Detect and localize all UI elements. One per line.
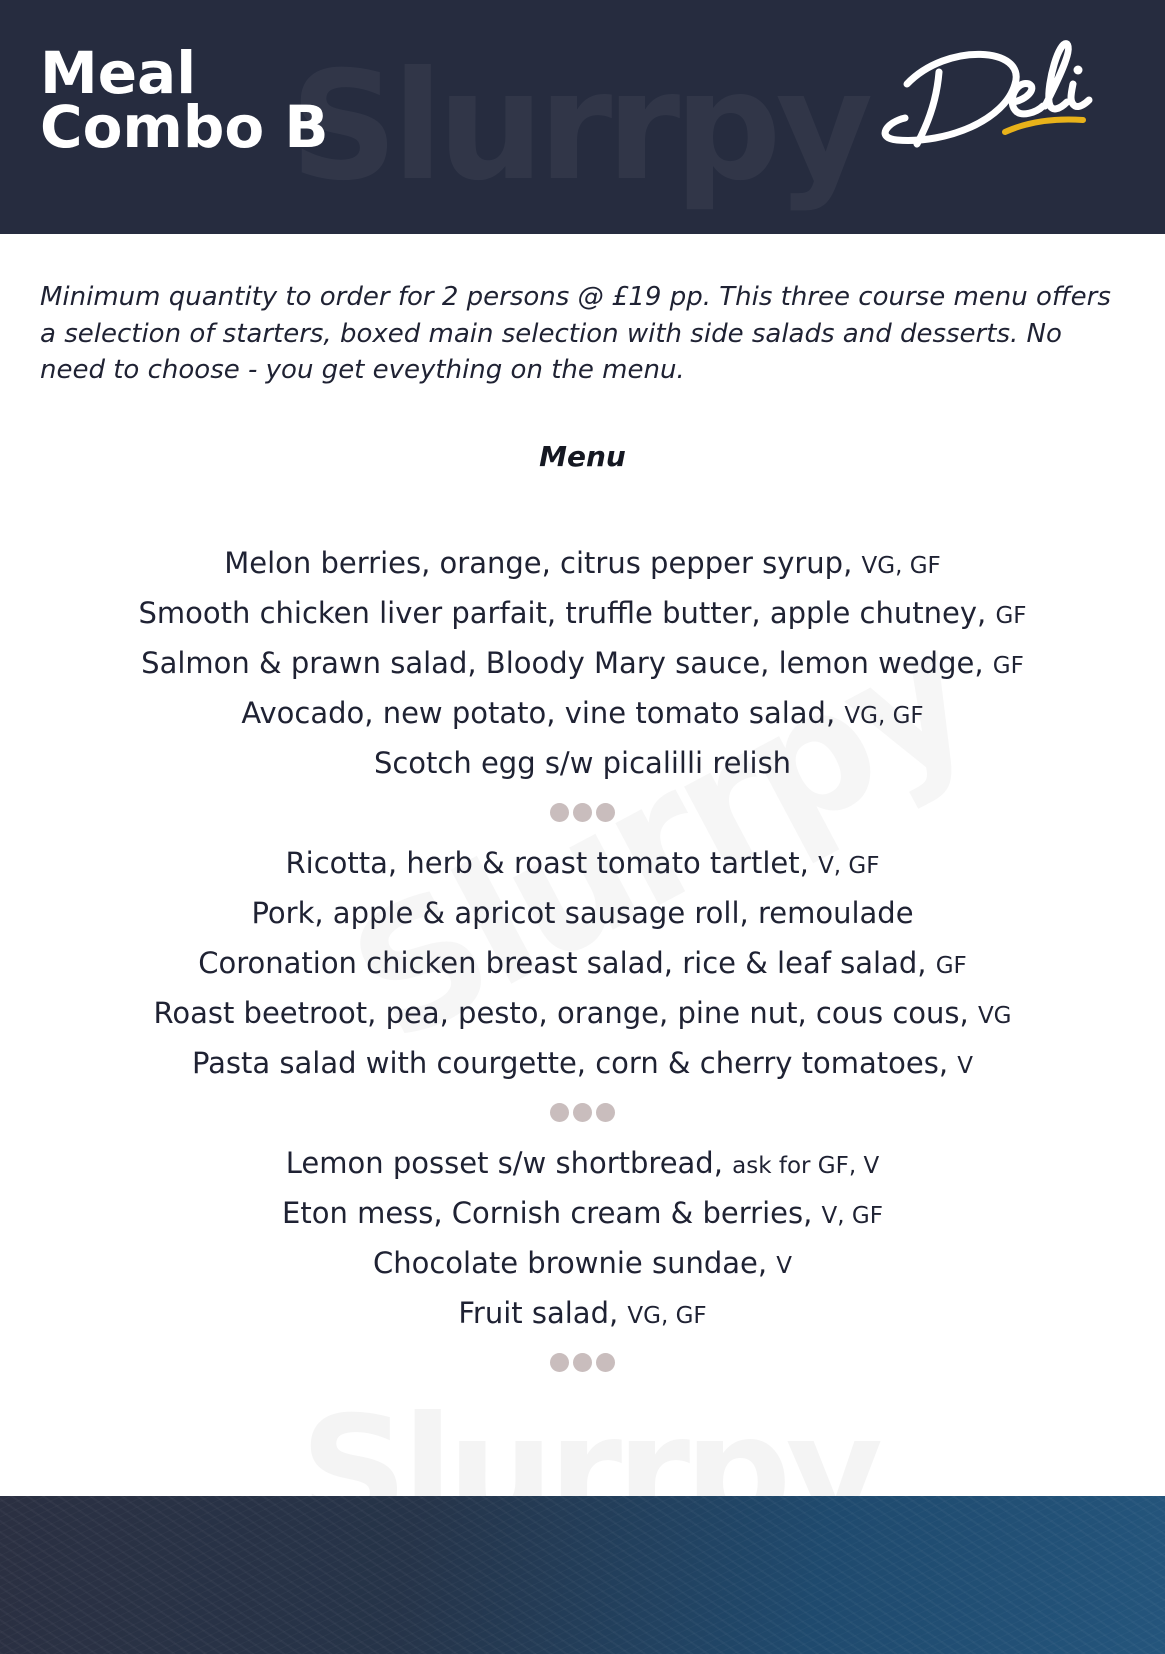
menu-item-name: Melon berries, orange, citrus pepper syrup, [224, 546, 853, 580]
dietary-tags: VG [977, 1003, 1012, 1029]
menu-item [0, 988, 1165, 1038]
dietary-tags: V, GF [821, 1203, 883, 1229]
menu-item-name: Lemon posset s/w shortbread, [285, 1146, 723, 1180]
header-banner [0, 0, 1165, 234]
course-desserts [0, 1138, 1165, 1338]
menu-item [0, 838, 1165, 888]
page-title [40, 39, 329, 161]
dietary-tags: GF [935, 953, 967, 979]
menu-item [0, 888, 1165, 938]
dietary-tags: V [776, 1253, 793, 1279]
menu-item [0, 588, 1165, 638]
course-mains [0, 838, 1165, 1088]
divider-dot [573, 1103, 592, 1122]
divider-dot [596, 1353, 615, 1372]
menu-item [0, 1138, 1165, 1188]
menu-item-name: Coronation chicken breast salad, rice & leaf salad, [198, 946, 927, 980]
menu-item-name: Smooth chicken liver parfait, truffle butter, apple chutney, [138, 596, 987, 630]
menu-item [0, 638, 1165, 688]
divider-dot [596, 803, 615, 822]
menu-item [0, 738, 1165, 788]
course-divider [0, 1353, 1165, 1373]
menu-item-name: Salmon & prawn salad, Bloody Mary sauce, lemon wedge, [141, 646, 984, 680]
title-line-1: Meal [40, 39, 197, 107]
menu-item-name: Pasta salad with courgette, corn & cherry tomatoes, [191, 1046, 949, 1080]
menu-item [0, 688, 1165, 738]
logo-text: Deli [877, 22, 879, 23]
menu-item-name: Pork, apple & apricot sausage roll, remoulade [251, 896, 914, 930]
divider-dot [550, 1353, 569, 1372]
dietary-tags: GF [992, 653, 1024, 679]
menu-item [0, 938, 1165, 988]
dietary-tags: V [957, 1053, 974, 1079]
menu-item [0, 1038, 1165, 1088]
dietary-tags: V, GF [818, 853, 880, 879]
menu-item-name: Roast beetroot, pea, pesto, orange, pine nut, cous cous, [153, 996, 969, 1030]
course-divider [0, 803, 1165, 823]
dietary-tags: ask for GF, V [732, 1153, 880, 1179]
menu-heading: Menu [539, 440, 626, 473]
menu-item [0, 1288, 1165, 1338]
footer-banner [0, 1496, 1165, 1654]
menu-item [0, 1238, 1165, 1288]
dietary-tags: GF [995, 603, 1027, 629]
course-starters [0, 538, 1165, 788]
deli-logo [877, 22, 1107, 162]
divider-dot [550, 1103, 569, 1122]
dietary-tags: VG, GF [844, 703, 924, 729]
menu-item-name: Ricotta, herb & roast tomato tartlet, [285, 846, 809, 880]
divider-dot [596, 1103, 615, 1122]
menu-item [0, 1188, 1165, 1238]
menu-item-name: Chocolate brownie sundae, [372, 1246, 768, 1280]
menu-item-name: Fruit salad, [458, 1296, 619, 1330]
dietary-tags: VG, GF [627, 1303, 707, 1329]
divider-dot [550, 803, 569, 822]
title-line-2: Combo B [40, 93, 329, 161]
watermark: Slurrpy [290, 40, 868, 214]
menu-item-name: Eton mess, Cornish cream & berries, [282, 1196, 813, 1230]
menu-item-name: Scotch egg s/w picalilli relish [373, 746, 792, 780]
intro-text: Minimum quantity to order for 2 persons @ £19 pp. This three course menu offers a selection of starters, boxed main selection with side salads and desserts. No need to choose - you get eveything on the menu. [40, 282, 1111, 385]
menu-item [0, 538, 1165, 588]
footer-texture [0, 1496, 1165, 1654]
divider-dot [573, 1353, 592, 1372]
divider-dot [573, 803, 592, 822]
course-divider [0, 1103, 1165, 1123]
dietary-tags: VG, GF [861, 553, 941, 579]
menu-item-name: Avocado, new potato, vine tomato salad, [241, 696, 836, 730]
